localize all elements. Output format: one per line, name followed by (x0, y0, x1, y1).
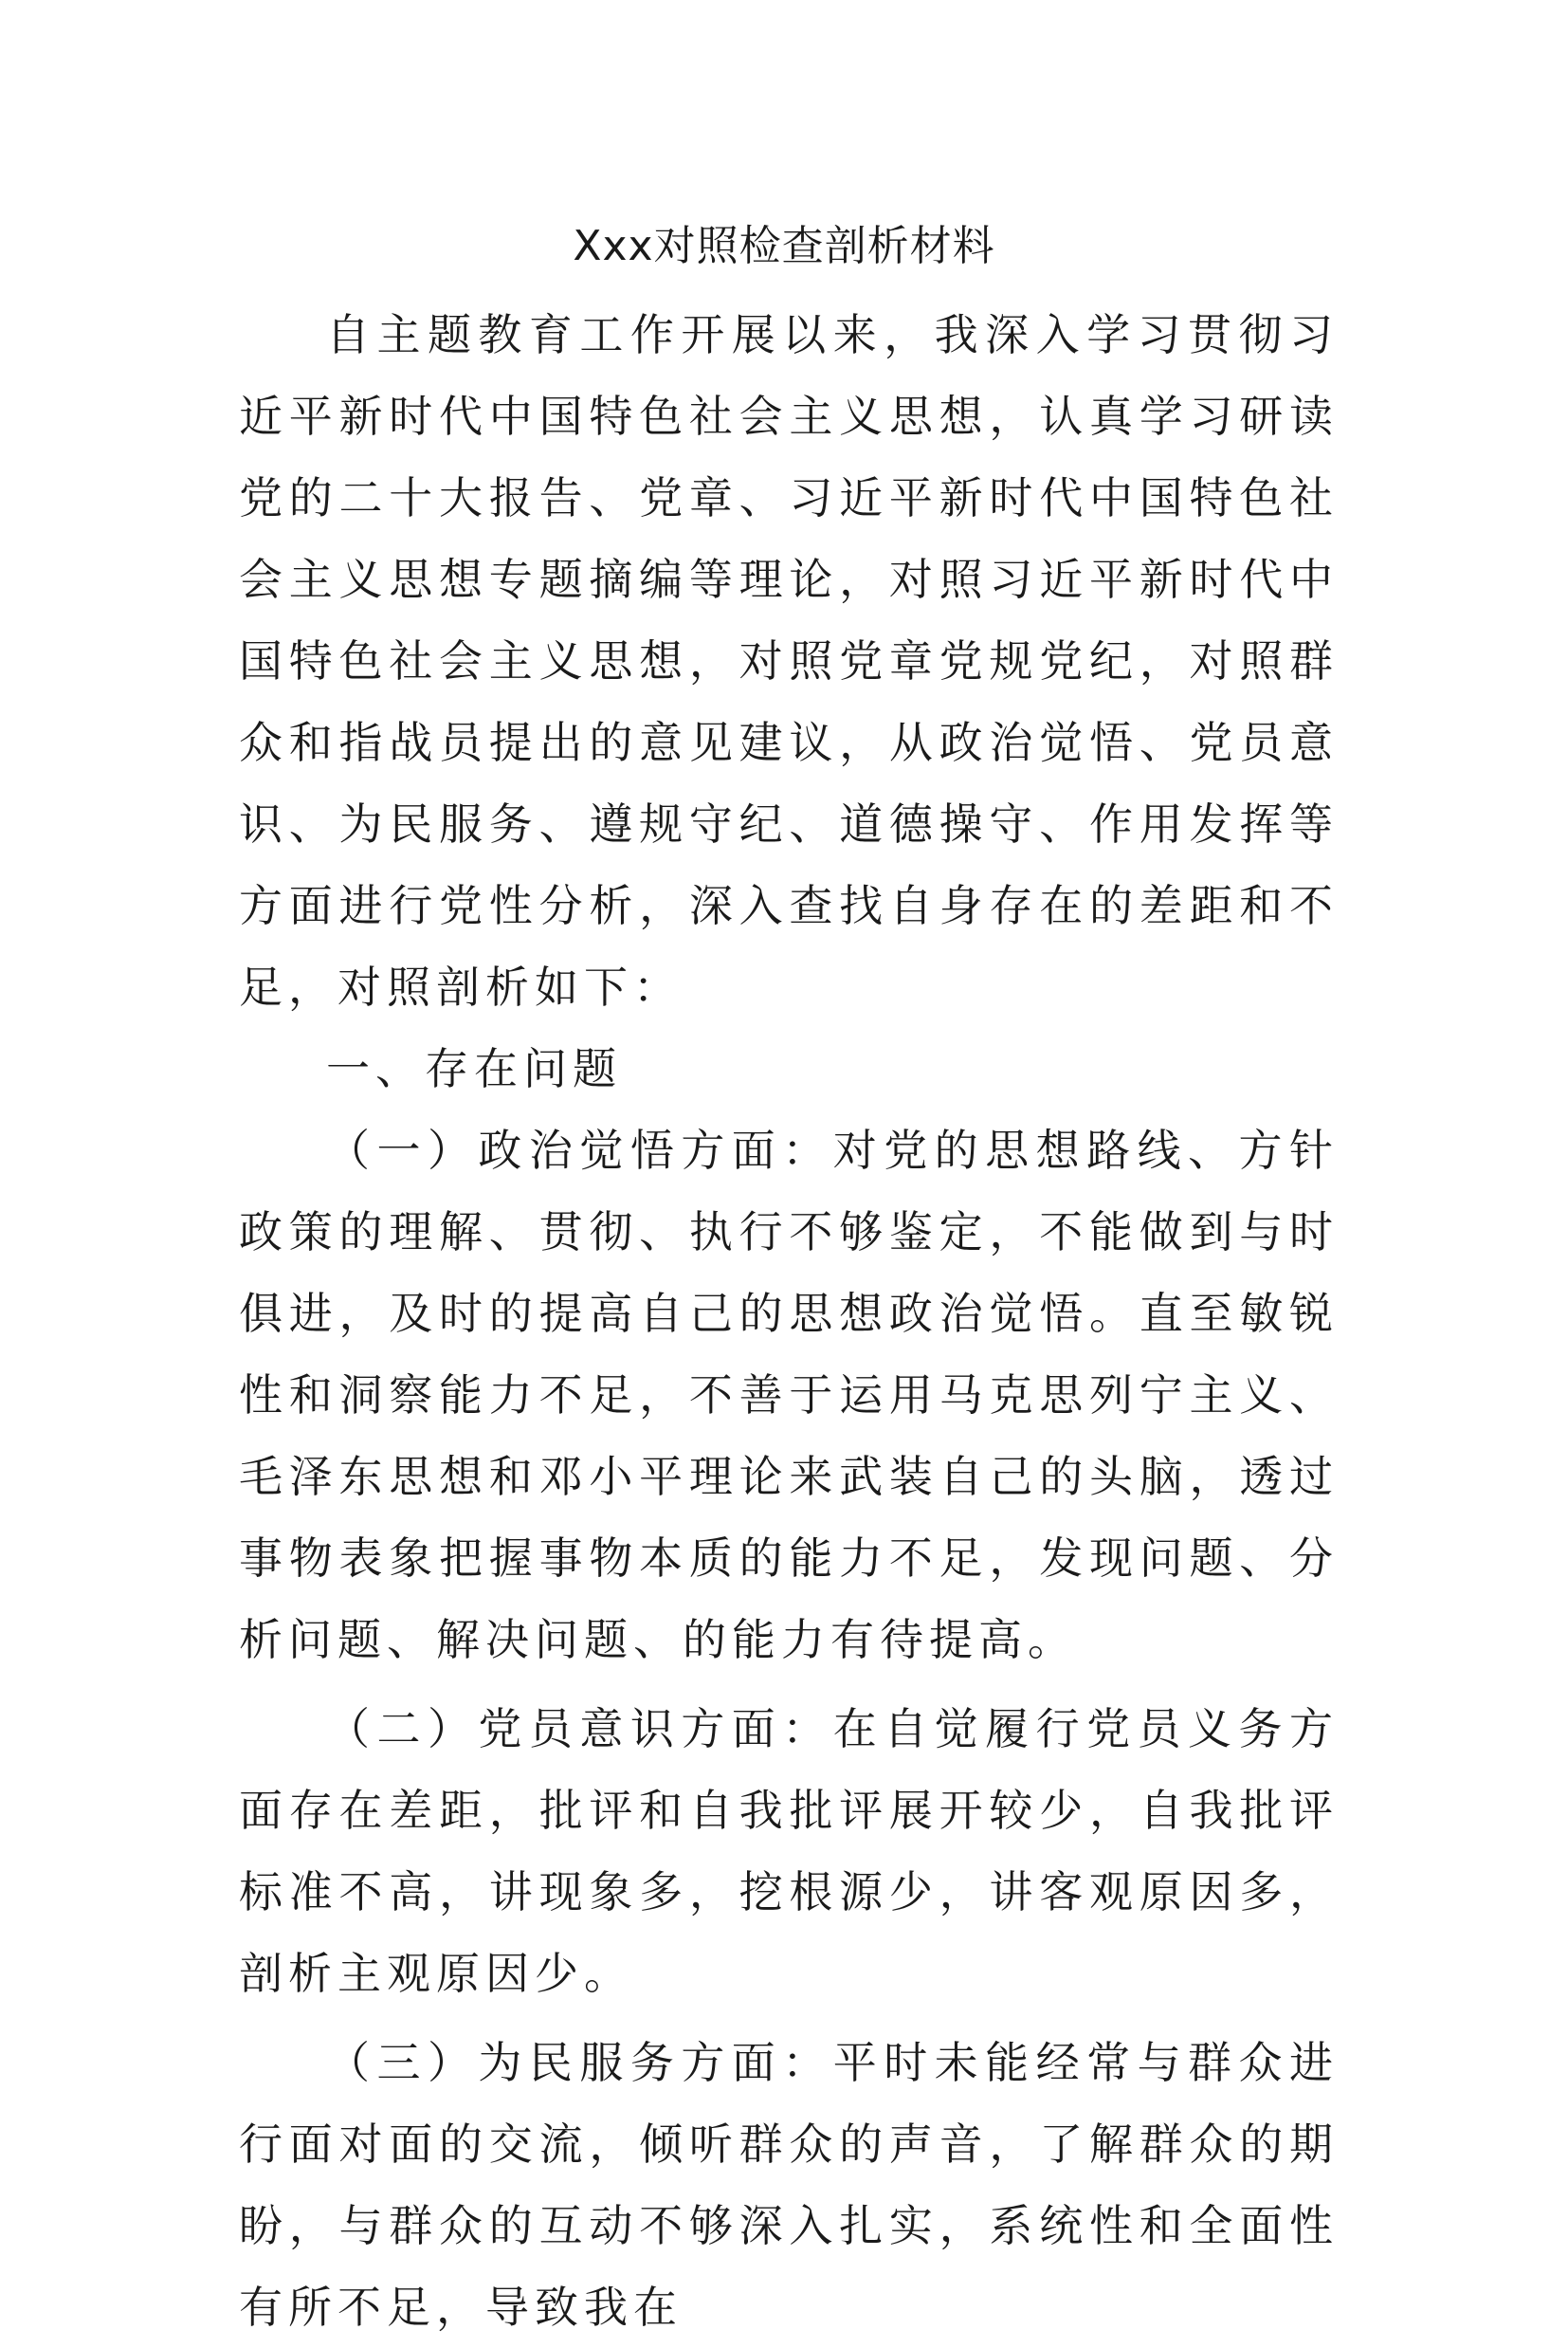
section-heading-problems: 一、存在问题 (326, 1043, 622, 1094)
intro-paragraph: 自主题教育工作开展以来，我深入学习贯彻习近平新时代中国特色社会主义思想，认真学习研读党的二十大报告、党章、习近平新时代中国特色社会主义思想专题摘编等理论，对照习近平新时代中国特色社会主义思想，对照党章党规党纪，对照群众和指战员提出的意见建议，从政治觉悟、党员意识、为民服务、遵规守纪、道德操守、作用发挥等方面进行党性分析，深入查找自身存在的差距和不足，对照剖析如下： (239, 309, 1339, 1013)
document-title: Xxx对照检查剖析材料 (573, 222, 995, 270)
paragraph-party-member-awareness: （二）党员意识方面：在自觉履行党员义务方面存在差距，批评和自我批评展开较少，自我批评标准不高，讲现象多，挖根源少，讲客观原因多，剖析主观原因少。 (239, 1703, 1339, 1999)
paragraph-political-awareness: （一）政治觉悟方面：对党的思想路线、方针政策的理解、贯彻、执行不够鉴定，不能做到与时俱进，及时的提高自己的思想政治觉悟。直至敏锐性和洞察能力不足，不善于运用马克思列宁主义、毛泽东思想和邓小平理论来武装自己的头脑，透过事物表象把握事物本质的能力不足，发现问题、分析问题、解决问题、的能力有待提高。 (239, 1125, 1339, 1665)
document-body (239, 294, 1339, 2348)
paragraph-serving-people: （三）为民服务方面：平时未能经常与群众进行面对面的交流，倾听群众的声音，了解群众的期盼，与群众的互动不够深入扎实，系统性和全面性有所不足，导致我在 (239, 2037, 1339, 2333)
